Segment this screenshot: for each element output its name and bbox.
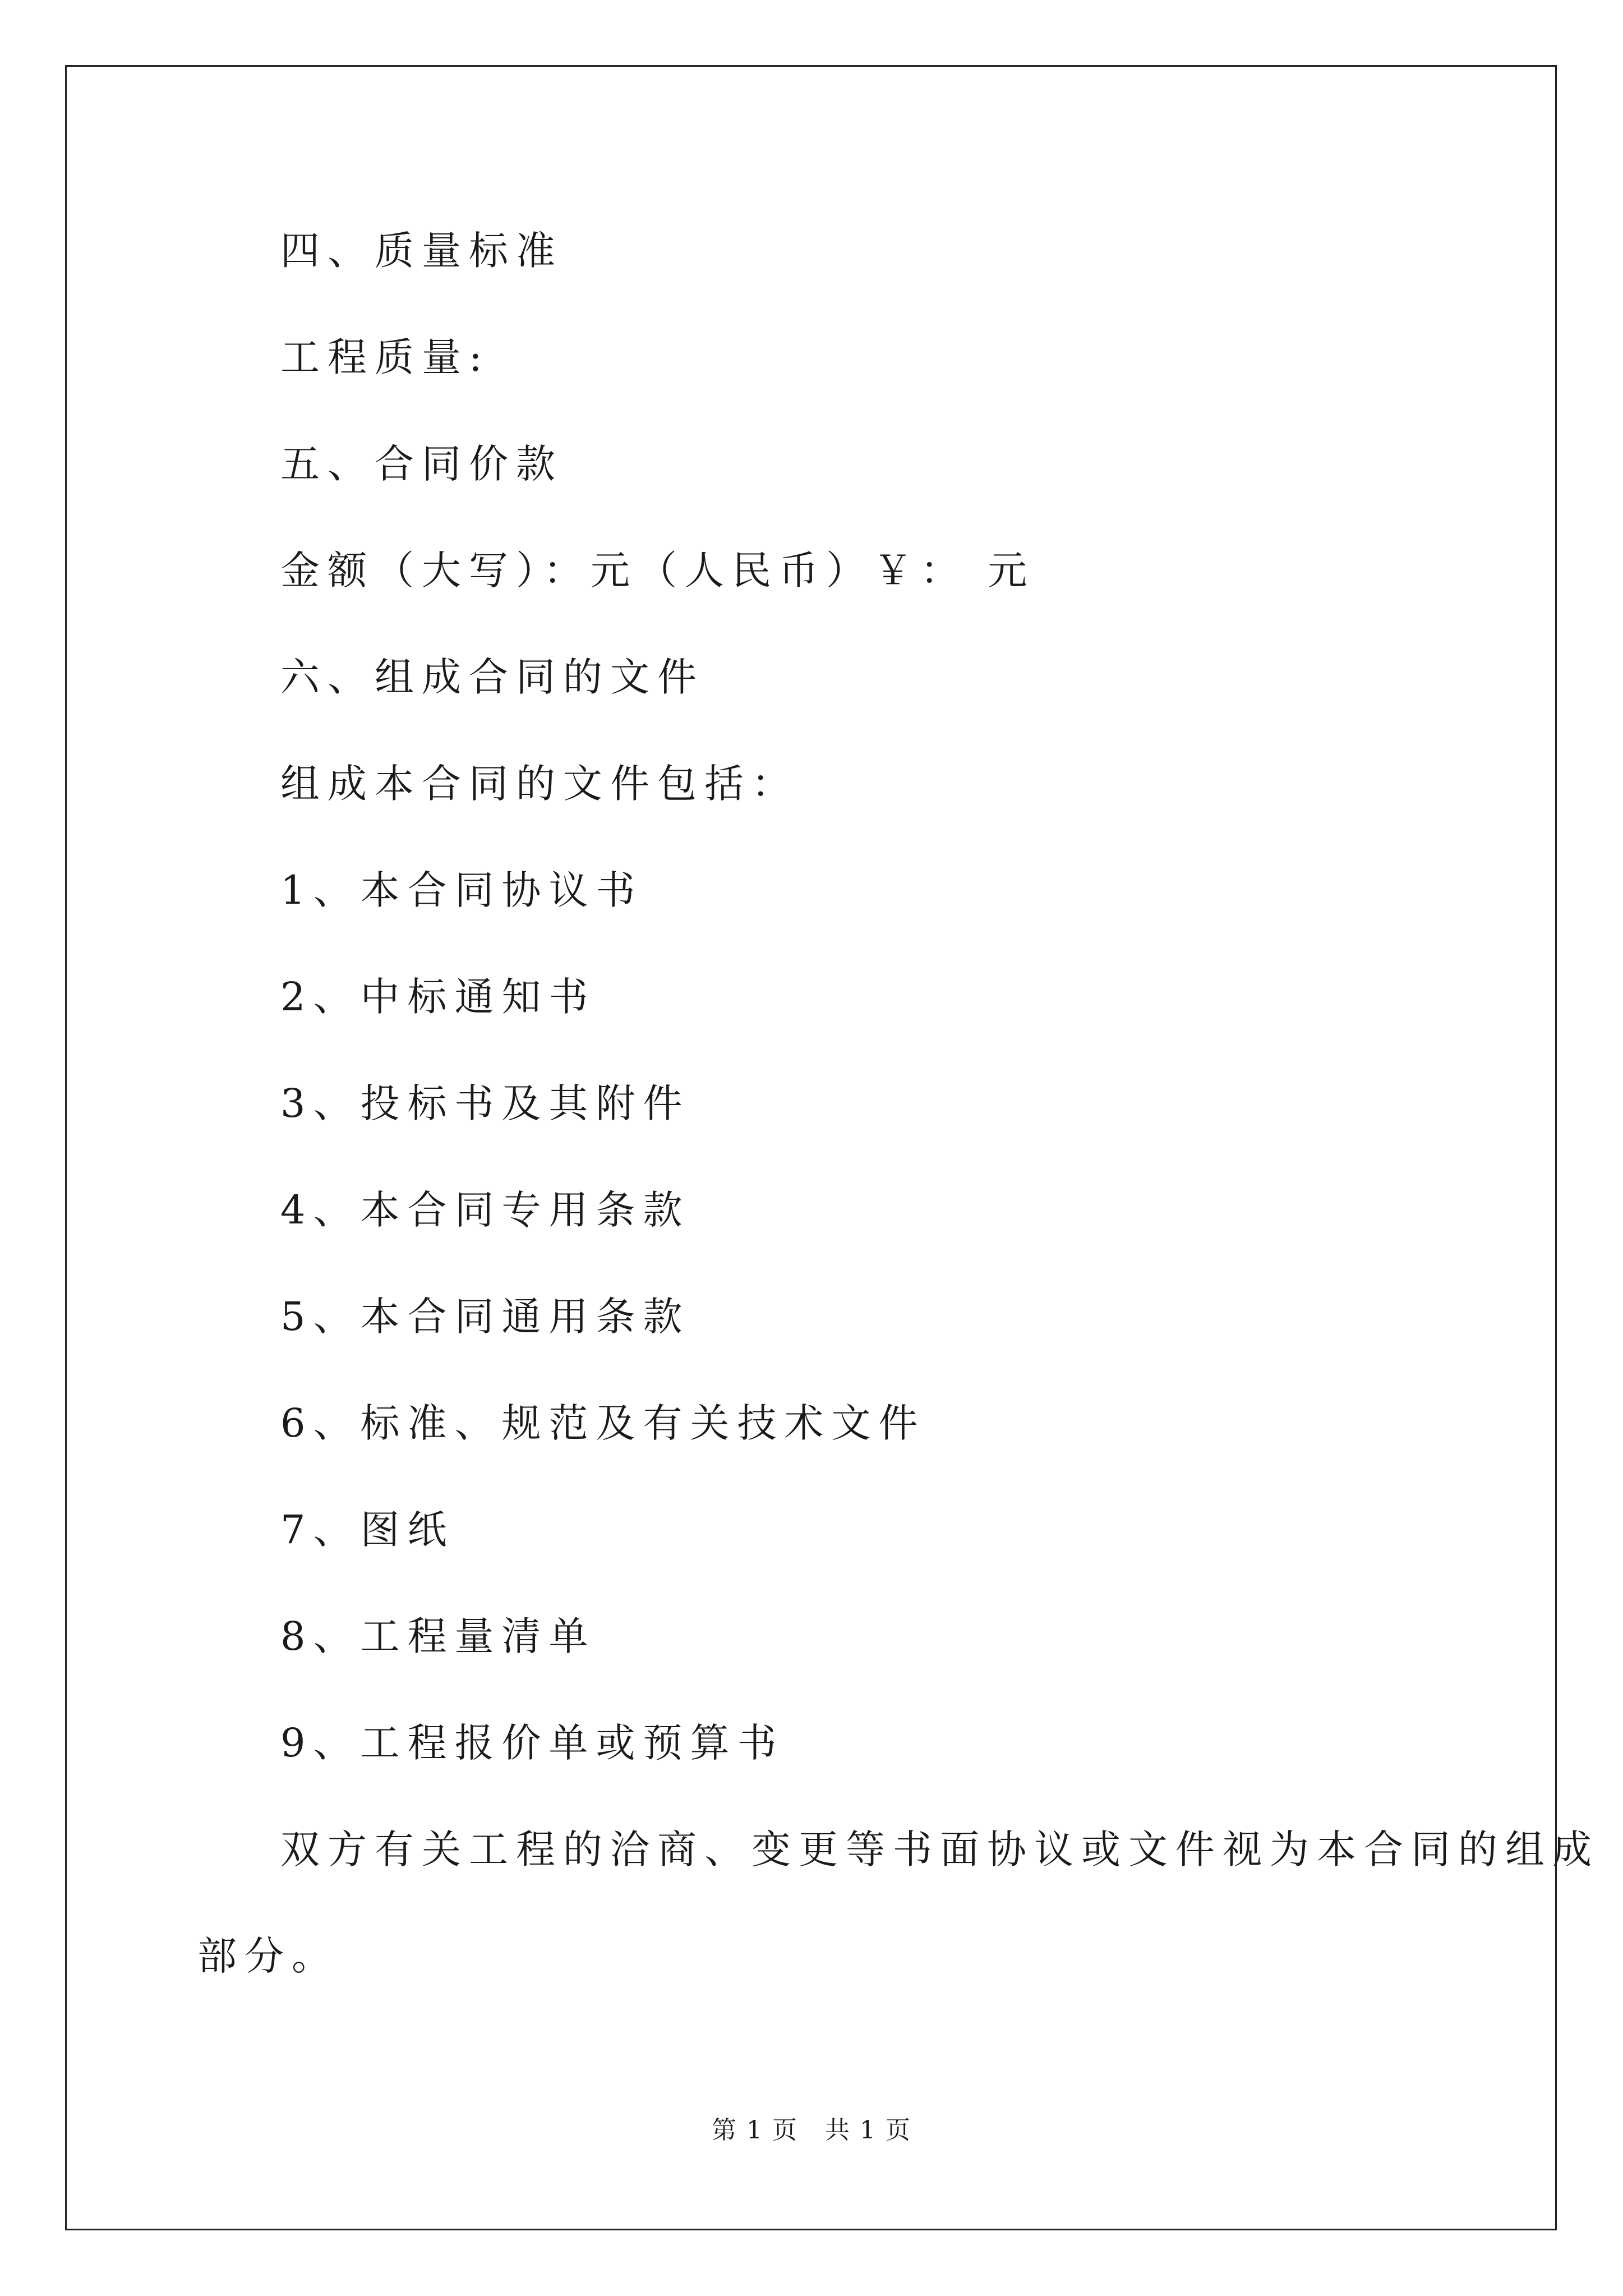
list-item: 6、标准、规范及有关技术文件 xyxy=(280,1400,926,1446)
quality-field: 工程质量: xyxy=(280,334,490,380)
page-border xyxy=(65,65,1557,2230)
list-item: 3、投标书及其附件 xyxy=(280,1080,690,1126)
list-item: 4、本合同专用条款 xyxy=(280,1187,690,1233)
list-item: 5、本合同通用条款 xyxy=(280,1294,690,1340)
closing-paragraph-continuation: 部分。 xyxy=(197,1933,339,1979)
section-heading-documents: 六、组成合同的文件 xyxy=(280,654,704,700)
documents-intro: 组成本合同的文件包括： xyxy=(280,761,799,807)
list-item: 8、工程量清单 xyxy=(280,1613,596,1659)
list-item: 2、中标通知书 xyxy=(280,974,596,1020)
list-item: 9、工程报价单或预算书 xyxy=(280,1720,785,1766)
section-heading-price: 五、合同价款 xyxy=(280,441,563,487)
page-footer: 第 1 页 共 1 页 xyxy=(712,2116,911,2145)
amount-field: 金额（大写）：元（人民币）￥： 元 xyxy=(280,547,1035,593)
closing-paragraph: 双方有关工程的洽商、变更等书面协议或文件视为本合同的组成 xyxy=(280,1826,1599,1872)
list-item: 7、图纸 xyxy=(280,1507,455,1553)
section-heading-quality: 四、质量标准 xyxy=(280,228,563,274)
list-item: 1、本合同协议书 xyxy=(280,867,643,913)
